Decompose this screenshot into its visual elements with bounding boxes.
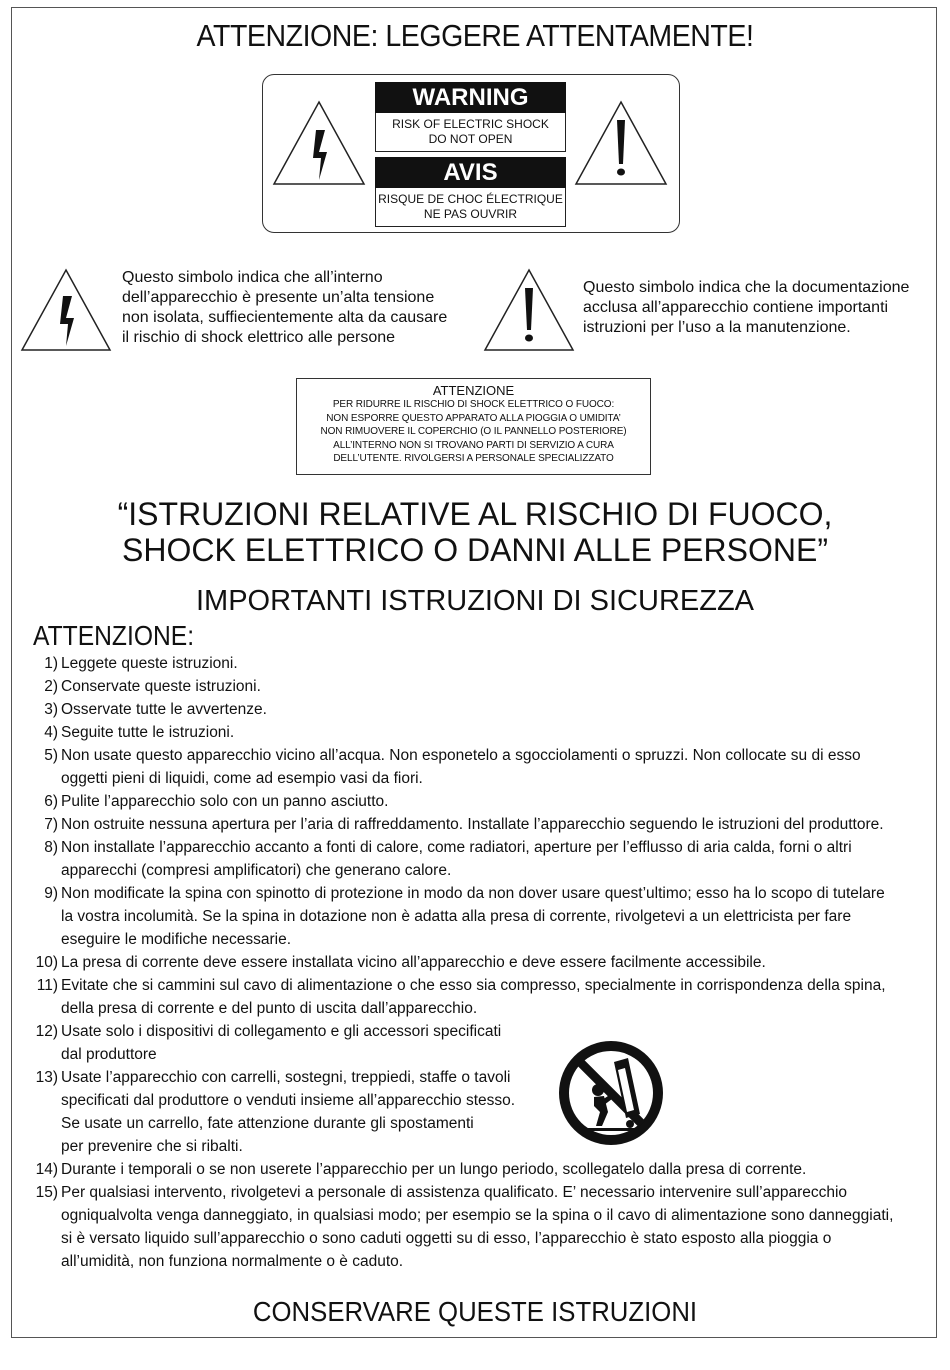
exclamation-symbol-icon — [483, 268, 575, 352]
warning-line-1: RISK OF ELECTRIC SHOCK — [392, 117, 549, 131]
instruction-line: della presa di corrente e del punto di uscita dall’apparecchio. — [61, 1000, 478, 1017]
instruction-line: la vostra incolumità. Se la spina in dotazione non è adatta alla presa di corrente, rivolgetevi a un elettricista per fare — [61, 908, 852, 925]
warning-heading: WARNING — [375, 82, 566, 113]
quoted-title-line-1: “ISTRUZIONI RELATIVE AL RISCHIO DI FUOCO, — [117, 496, 833, 532]
instruction-line: Non ostruite nessuna apertura per l’aria di raffreddamento. Installate l’apparecchio seguendo le istruzioni del produttore. — [61, 816, 884, 833]
instruction-text — [61, 974, 922, 1020]
instruction-line: per prevenire che si ribalti. — [61, 1138, 243, 1155]
instruction-line: Leggete queste istruzioni. — [61, 655, 238, 672]
instruction-item — [22, 1158, 922, 1181]
instruction-number: 4) — [44, 724, 58, 741]
instruction-line: Seguite tutte le istruzioni. — [61, 724, 235, 741]
page-title: ATTENZIONE: LEGGERE ATTENTAMENTE! — [196, 18, 754, 53]
quoted-title — [0, 496, 950, 568]
instruction-number: 7) — [44, 816, 58, 833]
exclamation-triangle-icon — [574, 100, 668, 186]
instruction-text — [61, 836, 922, 882]
instruction-number: 14) — [35, 1161, 58, 1178]
instruction-item — [22, 744, 922, 790]
instruction-text — [61, 813, 922, 836]
instruction-item — [22, 721, 922, 744]
instruction-line: Evitate che si cammini sul cavo di alimentazione o che esso sia compresso, specialmente in corrispondenza della spina, — [61, 977, 886, 994]
text-line: non isolata, suffiecientemente alta da causare — [122, 309, 448, 326]
instruction-number: 5) — [44, 747, 58, 764]
avis-label — [375, 157, 566, 227]
instruction-line: La presa di corrente deve essere installata vicino all’apparecchio e deve essere facilmente accessibile. — [61, 954, 766, 971]
instruction-text — [61, 790, 922, 813]
lightning-triangle-icon — [272, 100, 366, 186]
avis-heading: AVIS — [375, 157, 566, 188]
instruction-text — [61, 1158, 922, 1181]
instruction-line: Per qualsiasi intervento, rivolgetevi a personale di assistenza qualificato. E’ necessario intervenire sull’apparecchio — [61, 1184, 848, 1201]
instruction-line: Non usate questo apparecchio vicino all’acqua. Non esponetelo a sgocciolamenti o spruzzi. Non collocate su di esso — [61, 747, 861, 764]
instruction-text — [61, 1066, 922, 1158]
lightning-symbol-icon — [20, 268, 112, 352]
instruction-item — [22, 836, 922, 882]
instruction-line: Usate solo i dispositivi di collegamento e gli accessori specificati — [61, 1023, 502, 1040]
instruction-item — [22, 951, 922, 974]
instruction-line: all’umidità, non funziona normalmente o è caduto. — [61, 1253, 404, 1270]
instruction-line: eseguire le modifiche necessarie. — [61, 931, 292, 948]
warning-label — [375, 82, 566, 152]
instruction-line: Conservate queste istruzioni. — [61, 678, 261, 695]
instruction-line: Pulite l’apparecchio solo con un panno asciutto. — [61, 793, 389, 810]
instruction-line: oggetti pieni di liquidi, come ad esempio vasi da fiori. — [61, 770, 423, 787]
instruction-text — [61, 675, 922, 698]
text-line: dell’apparecchio è presente un’alta tensione — [122, 289, 435, 306]
instruction-line: dal produttore — [61, 1046, 157, 1063]
avis-text — [375, 188, 566, 227]
instruction-item — [22, 790, 922, 813]
important-instructions-title: IMPORTANTI ISTRUZIONI DI SICUREZZA — [196, 585, 754, 617]
instruction-line: Non installate l’apparecchio accanto a fonti di calore, come radiatori, aperture per l’efflusso di aria calda, forni o altri — [61, 839, 852, 856]
text-line: istruzioni per l’uso a la manutenzione. — [583, 319, 851, 336]
instruction-item — [22, 698, 922, 721]
instruction-line: Se usate un carrello, fate attenzione durante gli spostamenti — [61, 1115, 474, 1132]
avis-line-1: RISQUE DE CHOC ÉLECTRIQUE — [378, 192, 563, 206]
instruction-number: 10) — [35, 954, 58, 971]
text-line: Questo simbolo indica che la documentazione — [583, 279, 910, 296]
attention-notice-line: PER RIDURRE IL RISCHIO DI SHOCK ELETTRICO O FUOCO: — [332, 399, 615, 410]
keep-instructions-title: CONSERVARE QUESTE ISTRUZIONI — [252, 1296, 698, 1327]
attention-notice-line: DELL’UTENTE. RIVOLGERSI A PERSONALE SPECIALIZZATO — [333, 453, 614, 464]
instruction-text — [61, 721, 922, 744]
instruction-text — [61, 1020, 922, 1066]
attention-notice-box — [296, 378, 651, 475]
attention-notice-heading: ATTENZIONE — [432, 383, 515, 398]
instruction-number: 9) — [44, 885, 58, 902]
warning-line-2: DO NOT OPEN — [428, 132, 513, 146]
instruction-text — [61, 1181, 922, 1273]
attention-notice-line: ALL’INTERNO NON SI TROVANO PARTI DI SERVIZIO A CURA — [333, 439, 614, 451]
instruction-text — [61, 698, 922, 721]
instruction-line: specificati dal produttore o venduti insieme all’apparecchio stesso. — [61, 1092, 516, 1109]
text-line: acclusa all’apparecchio contiene importanti — [583, 299, 889, 316]
instruction-line: Usate l’apparecchio con carrelli, sostegni, treppiedi, staffe o tavoli — [61, 1069, 511, 1086]
instruction-line: apparecchi (compresi amplificatori) che generano calore. — [61, 862, 452, 879]
lightning-symbol-description — [122, 268, 447, 348]
instruction-item — [22, 882, 922, 951]
instruction-number: 8) — [44, 839, 58, 856]
instruction-item — [22, 652, 922, 675]
instruction-line: Osservate tutte le avvertenze. — [61, 701, 267, 718]
instruction-line: si è versato liquido sull’apparecchio o sono caduti oggetti su di esso, l’apparecchio è stato esposto alla pioggia o — [61, 1230, 832, 1247]
instruction-item — [22, 813, 922, 836]
cart-tipover-warning-icon — [558, 1040, 664, 1146]
instruction-number: 3) — [44, 701, 58, 718]
instruction-item — [22, 974, 922, 1020]
instruction-item — [22, 1181, 922, 1273]
instruction-text — [61, 652, 922, 675]
instruction-item — [22, 675, 922, 698]
instruction-item — [22, 1066, 922, 1158]
instruction-number: 1) — [44, 655, 58, 672]
instruction-line: Non modificate la spina con spinotto di protezione in modo da non dover usare quest’ultimo; esso ha lo scopo di tutelare — [61, 885, 885, 902]
instruction-text — [61, 951, 922, 974]
exclamation-symbol-description — [583, 278, 909, 338]
attention-notice-line: NON RIMUOVERE IL COPERCHIO (O IL PANNELLO POSTERIORE) — [320, 426, 627, 437]
avis-line-2: NE PAS OUVRIR — [423, 207, 518, 221]
instruction-line: Durante i temporali o se non userete l’apparecchio per un lungo periodo, scollegatelo dalla presa di corrente. — [61, 1161, 807, 1178]
instruction-number: 13) — [35, 1069, 58, 1086]
instruction-line: ogniqualvolta venga danneggiato, in qualsiasi modo; per esempio se la spina o il cavo di alimentazione sono danneggiati, — [61, 1207, 894, 1224]
instruction-number: 15) — [35, 1184, 58, 1201]
instruction-text — [61, 882, 922, 951]
quoted-title-line-2: SHOCK ELETTRICO O DANNI ALLE PERSONE” — [122, 532, 828, 568]
text-line: Questo simbolo indica che all’interno — [122, 269, 383, 286]
instruction-item — [22, 1020, 922, 1066]
warning-text — [375, 113, 566, 152]
attention-heading: ATTENZIONE: — [33, 620, 195, 651]
instruction-number: 11) — [36, 977, 58, 994]
instructions-list — [22, 652, 922, 1273]
instruction-number: 12) — [35, 1023, 58, 1040]
instruction-number: 6) — [44, 793, 58, 810]
instruction-number: 2) — [44, 678, 58, 695]
text-line: il rischio di shock elettrico alle persone — [122, 329, 396, 346]
instruction-text — [61, 744, 922, 790]
attention-notice-line: NON ESPORRE QUESTO APPARATO ALLA PIOGGIA O UMIDITA’ — [326, 412, 621, 424]
